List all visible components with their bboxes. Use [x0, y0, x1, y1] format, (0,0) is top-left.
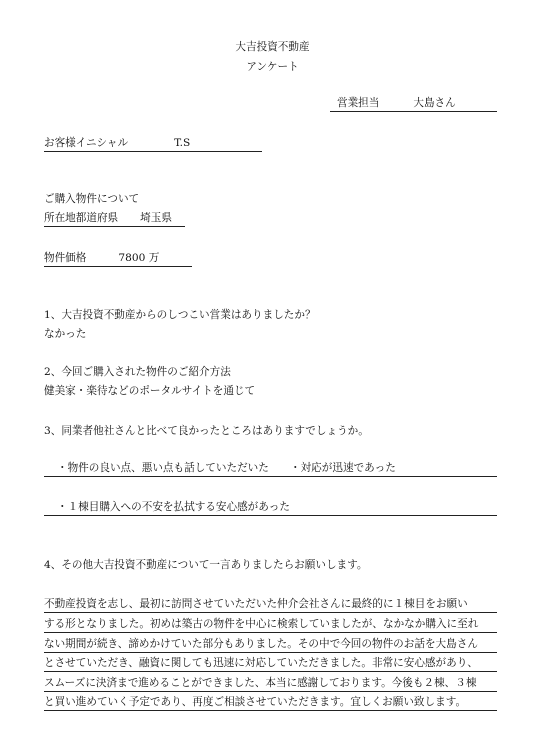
sales-rep-row: [330, 96, 497, 112]
answer-4-line: スムーズに決済まで進めることができました、本当に感謝しております。今後も２棟、３棟: [44, 676, 497, 692]
property-location-value: 埼玉県: [140, 212, 172, 224]
property-price-value: 7800 万: [118, 252, 160, 264]
customer-initials-row: [44, 136, 262, 152]
answer-4-line: 不動産投資を志し、最初に訪問させていただいた仲介会社さんに最終的に１棟目をお願い: [44, 597, 497, 613]
question-1: 1、大吉投資不動産からのしつこい営業はありましたか？: [44, 309, 316, 321]
survey-subtitle: アンケート: [246, 61, 299, 73]
answer-3-item-3: ・１棟目購入への不安を払拭する安心感があった: [57, 501, 290, 513]
sales-rep-label: 営業担当: [337, 97, 380, 109]
answer-2: 健美家・楽待などのポータルサイトを通じて: [44, 385, 256, 397]
answer-4-line: と買い進めていく予定であり、再度ご相談させていただきます。宜しくお願い致します。: [44, 695, 497, 711]
question-2: 2、今回ご購入された物件のご紹介方法: [44, 366, 231, 378]
question-3: 3、同業者他社さんと比べて良かったところはありますでしょうか。: [44, 425, 369, 437]
property-price-row: [44, 251, 192, 267]
property-heading: ご購入物件について: [44, 193, 140, 205]
property-location-label: 所在地都道府県: [44, 212, 119, 224]
company-title: 大吉投資不動産: [235, 41, 310, 53]
answer-3-item-2: ・対応が迅速であった: [290, 462, 396, 474]
customer-initials-label: お客様イニシャル: [44, 137, 129, 149]
customer-initials-value: T.S: [174, 137, 191, 149]
answer-1: なかった: [44, 328, 87, 340]
answer-3-item-1: ・物件の良い点、悪い点も話していただいた: [57, 462, 269, 474]
property-location-row: [44, 211, 185, 227]
sales-rep-value: 大島さん: [413, 97, 456, 109]
answer-3-row-2: [44, 500, 497, 516]
answer-4-line: ない期間が続き、諦めかけていた部分もありました。その中で今回の物件のお話を大島さん: [44, 637, 497, 653]
property-price-label: 物件価格: [44, 252, 87, 264]
answer-4-line: する形となりました。初めは築古の物件を中心に検索していましたが、なかなか購入に至れ: [44, 617, 497, 633]
answer-4-line: とさせていただき、融資に関しても迅速に対応していただきました。非常に安心感があり、: [44, 656, 497, 672]
question-4: 4、その他大吉投資不動産について一言ありましたらお願いします。: [44, 559, 368, 571]
answer-3-row-1: [44, 461, 497, 477]
